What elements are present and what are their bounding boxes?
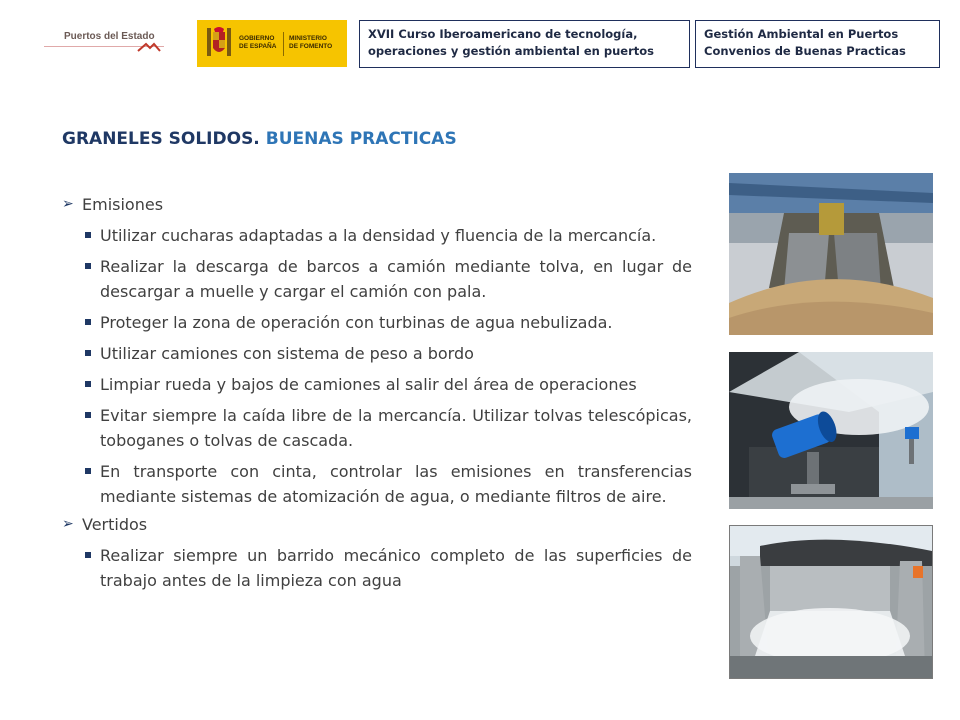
- section-heading-vertidos: [62, 512, 692, 537]
- square-bullet-icon: [85, 263, 91, 269]
- arrow-bullet-icon: ➢: [62, 516, 74, 532]
- bullet-text: Realizar la descarga de barcos a camión mediante tolva, en lugar de descargar a muelle y cargar el camión con pala.: [100, 257, 692, 301]
- bullet-text: Realizar siempre un barrido mecánico completo de las superficies de trabajo antes de la limpieza con agua: [100, 546, 692, 590]
- bullet-item: [62, 459, 692, 509]
- section-heading-text: Vertidos: [82, 515, 148, 534]
- puertos-del-estado-logo: [44, 28, 164, 58]
- course-title-line1: XVII Curso Iberoamericano de tecnología,: [368, 27, 638, 41]
- section-heading-text: Emisiones: [82, 195, 164, 214]
- bullet-text: En transporte con cinta, controlar las emisiones en transferencias mediante sistemas de atomización de agua, o mediante filtros de aire.: [100, 462, 692, 506]
- slide-title-part1: GRANELES SOLIDOS.: [62, 129, 260, 149]
- bullet-item: [62, 543, 692, 593]
- photo-grab-bucket-bulk: [729, 173, 933, 335]
- slide-title-part2: BUENAS PRACTICAS: [265, 129, 457, 149]
- square-bullet-icon: [85, 468, 91, 474]
- square-bullet-icon: [85, 350, 91, 356]
- slide-title: [62, 129, 457, 149]
- bullet-content: [62, 192, 692, 593]
- bullet-item: [62, 254, 692, 304]
- bullet-item: [62, 310, 692, 335]
- puertos-logo-mark-icon: [136, 42, 162, 52]
- square-bullet-icon: [85, 319, 91, 325]
- photo-truck-wheel-wash: [729, 525, 933, 679]
- bullet-text: Proteger la zona de operación con turbinas de agua nebulizada.: [100, 313, 613, 332]
- ministerio-text: MINISTERIO DE FOMENTO: [289, 35, 333, 50]
- topic-box: [695, 20, 940, 68]
- bullet-item: [62, 341, 692, 366]
- bullet-item: [62, 223, 692, 248]
- coat-of-arms-icon: [205, 26, 233, 60]
- gobierno-espana-logo: [197, 20, 347, 67]
- bullet-text: Limpiar rueda y bajos de camiones al salir del área de operaciones: [100, 375, 637, 394]
- gobierno-text: GOBIERNO DE ESPAÑA: [239, 35, 277, 50]
- photo-mist-cannon: [729, 352, 933, 509]
- square-bullet-icon: [85, 412, 91, 418]
- square-bullet-icon: [85, 552, 91, 558]
- square-bullet-icon: [85, 381, 91, 387]
- logo-separator: [283, 32, 284, 56]
- section-heading-emisiones: [62, 192, 692, 217]
- puertos-del-estado-text: Puertos del Estado: [64, 31, 155, 42]
- course-title-box: [359, 20, 690, 68]
- bullet-item: [62, 372, 692, 397]
- topic-line1: Gestión Ambiental en Puertos: [704, 27, 899, 41]
- course-title-line2: operaciones y gestión ambiental en puertos: [368, 44, 654, 58]
- square-bullet-icon: [85, 232, 91, 238]
- bullet-text: Utilizar cucharas adaptadas a la densidad y fluencia de la mercancía.: [100, 226, 657, 245]
- bullet-text: Evitar siempre la caída libre de la mercancía. Utilizar tolvas telescópicas, toboganes o tolvas de cascada.: [100, 406, 692, 450]
- arrow-bullet-icon: ➢: [62, 196, 74, 212]
- bullet-text: Utilizar camiones con sistema de peso a bordo: [100, 344, 474, 363]
- topic-line2: Convenios de Buenas Practicas: [704, 44, 906, 58]
- bullet-item: [62, 403, 692, 453]
